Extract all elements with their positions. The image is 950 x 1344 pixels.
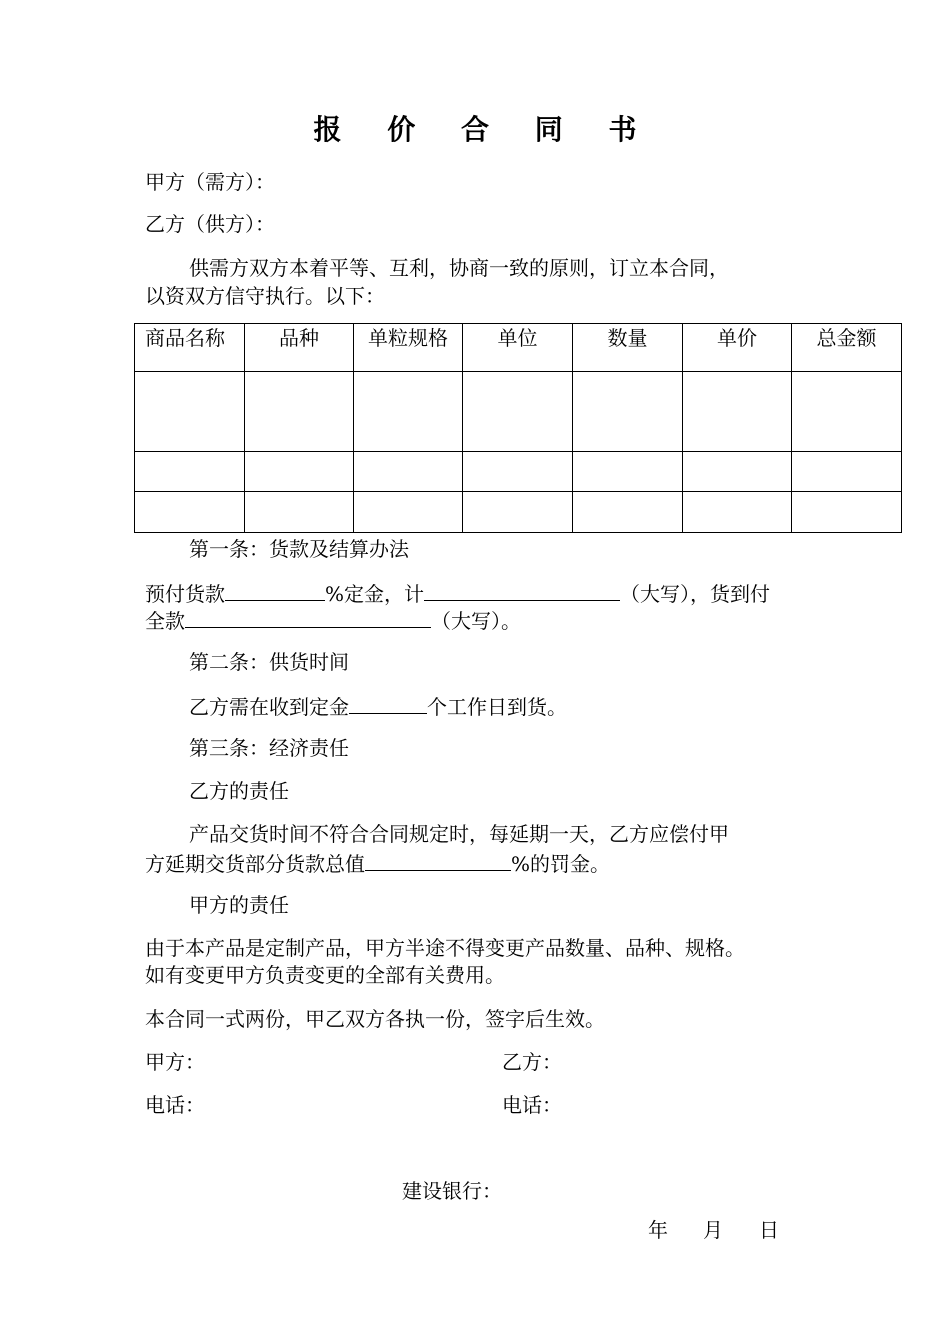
table-header-cell: 数量: [573, 324, 683, 372]
full-prefix: 全款: [145, 609, 185, 633]
prepay-suffix: （大写），货到付: [620, 582, 771, 606]
party-b-label: 乙方（供方）：: [145, 212, 275, 236]
table-row: [135, 492, 902, 533]
table-cell: [683, 452, 792, 492]
delivery-suffix: 个工作日到货。: [427, 695, 567, 719]
phone-party-b: 电话：: [502, 1093, 562, 1117]
table-cell: [463, 372, 573, 452]
closing-clause: 本合同一式两份，甲乙双方各执一份，签字后生效。: [145, 1007, 605, 1031]
table-header-row: [135, 324, 902, 372]
table-cell: [135, 372, 245, 452]
penalty-prefix: 方延期交货部分货款总值: [145, 852, 365, 876]
penalty-percent-blank: [365, 850, 511, 871]
intro-line-1: 供需方双方本着平等、互利，协商一致的原则，订立本合同，: [189, 256, 729, 280]
table-cell: [792, 372, 902, 452]
table-cell: [573, 372, 683, 452]
article-3-heading: 第三条：经济责任: [189, 736, 349, 760]
party-b-duty-line-2: [145, 850, 610, 876]
full-amount-blank: [185, 607, 431, 628]
penalty-suffix: %的罚金。: [511, 852, 611, 876]
delivery-line: [189, 693, 567, 719]
bank-label: 建设银行：: [402, 1179, 502, 1203]
date-day: 日: [759, 1218, 779, 1242]
prepay-prefix: 预付货款: [145, 582, 225, 606]
prepay-mid: %定金，计: [325, 582, 425, 606]
table-header-cell: 总金额: [792, 324, 902, 372]
table-header-cell: 单粒规格: [354, 324, 463, 372]
table-cell: [683, 372, 792, 452]
signature-party-a: 甲方：: [145, 1050, 205, 1074]
table-cell: [245, 372, 354, 452]
full-payment-line: [145, 607, 521, 633]
party-a-duty-line-2: 如有变更甲方负责变更的全部有关费用。: [145, 963, 505, 987]
table-cell: [354, 492, 463, 533]
document-title: 报 价 合 同 书: [313, 113, 655, 146]
party-b-duty-heading: 乙方的责任: [189, 779, 289, 803]
table-cell: [463, 492, 573, 533]
date-month: 月: [703, 1218, 723, 1242]
party-b-duty-line-1: 产品交货时间不符合合同规定时，每延期一天，乙方应偿付甲: [189, 822, 729, 846]
party-a-label: 甲方（需方）：: [145, 170, 275, 194]
table-cell: [135, 492, 245, 533]
table-cell: [792, 452, 902, 492]
deposit-percent-blank: [225, 580, 325, 601]
intro-line-2: 以资双方信守执行。以下：: [145, 284, 385, 308]
table-header-cell: 商品名称: [135, 324, 245, 372]
goods-table: [134, 323, 902, 533]
signature-party-b: 乙方：: [502, 1050, 562, 1074]
table-cell: [573, 492, 683, 533]
table-row: [135, 372, 902, 452]
table-cell: [354, 372, 463, 452]
table-cell: [354, 452, 463, 492]
table-row: [135, 452, 902, 492]
deposit-amount-blank: [424, 580, 620, 601]
working-days-blank: [349, 693, 427, 714]
full-suffix: （大写）。: [431, 609, 521, 633]
table-header-cell: 品种: [245, 324, 354, 372]
table-cell: [245, 452, 354, 492]
table-cell: [683, 492, 792, 533]
article-2-heading: 第二条：供货时间: [189, 650, 349, 674]
delivery-prefix: 乙方需在收到定金: [189, 695, 349, 719]
table-header-cell: 单位: [463, 324, 573, 372]
date-year: 年: [648, 1218, 668, 1242]
table-cell: [135, 452, 245, 492]
phone-party-a: 电话：: [145, 1093, 205, 1117]
article-1-heading: 第一条：货款及结算办法: [189, 537, 409, 561]
table-cell: [463, 452, 573, 492]
table-cell: [245, 492, 354, 533]
table-cell: [573, 452, 683, 492]
party-a-duty-line-1: 由于本产品是定制产品，甲方半途不得变更产品数量、品种、规格。: [145, 936, 745, 960]
table-cell: [792, 492, 902, 533]
prepay-line: [145, 580, 770, 606]
table-header-cell: 单价: [683, 324, 792, 372]
party-a-duty-heading: 甲方的责任: [189, 893, 289, 917]
